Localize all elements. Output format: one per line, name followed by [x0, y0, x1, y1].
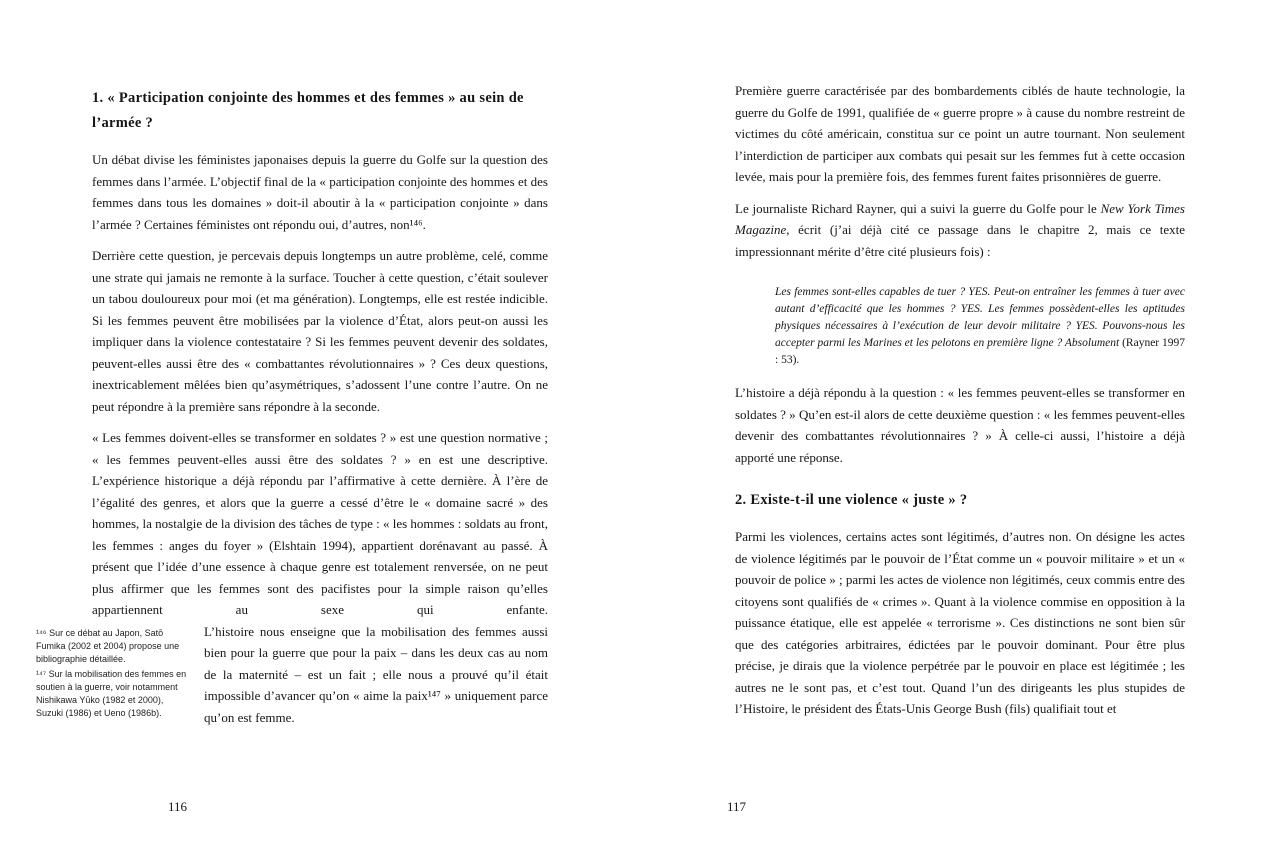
page-right: [640, 0, 1280, 865]
section-2-heading: 2. Existe-t-il une violence « juste » ?: [735, 492, 968, 508]
left-paragraph-1: Un débat divise les féministes japonaises depuis la guerre du Golfe sur la question des femmes dans l’armée. L’objectif final de la « participation conjointe des hommes et des femmes dans tous les domaines » doit-il aboutir à la « participation conjointe » dans l’armée ? Certaines féministes ont répondu oui, d’autres, non¹⁴⁶.: [92, 152, 548, 232]
right-paragraph-1: Première guerre caractérisée par des bombardements ciblés de haute technologie, la guerre du Golfe de 1991, qualifiée de « guerre propre » à cause du nombre restreint de victimes du côté américain, constitua sur ce point un autre tournant. Non seulement l’interdiction de participer aux combats qui pesait sur les femmes fut à cette occasion levée, mais pour la première fois, des femmes furent faites prisonnières de guerre.: [735, 83, 1185, 184]
footnote-and-text-row: [36, 621, 548, 729]
left-paragraph-3: « Les femmes doivent-elles se transformer en soldates ? » est une question normative ; « les femmes peuvent-elles aussi être des soldates ? » en est une descriptive. L’expérience historique a déjà répondu par l’affirmative à cette dernière. À l’ère de l’égalité des genres, et alors que la guerre a cessé d’être le « domaine sacré » des hommes, la nostalgie de la division des tâches de type : « les hommes : soldats au front, les femmes : anges du foyer » (Elshtain 1994), appartient dorénavant au passé. À présent que l’idée d’une essence à chaque genre est totalement renversée, on ne peut plus affirmer que les femmes sont des pacifistes pour la simple raison qu’elles appartiennent au sexe qui enfante.: [92, 430, 548, 617]
margin-footnotes: [36, 621, 188, 729]
left-paragraph-2: Derrière cette question, je percevais depuis longtemps un autre problème, celé, comme une strate qui jamais ne remonte à la surface. Toucher à cette question, c’était soulever un tabou douloureux pour moi (et ma génération). Longtemps, elle est restée indicible. Si les femmes peuvent être mobilisées par la violence d’État, alors peut-on aussi les impliquer dans la violence contestataire ? Si les femmes peuvent devenir des soldates, peuvent-elles aussi être des « combattantes révolutionnaires » ? Ces deux questions, inextricablement mêlées bien qu’asymétriques, s’adossent l’une contre l’autre. On ne peut répondre à la première sans répondre à la seconde.: [92, 248, 548, 414]
magazine-title: New York Times Magazine: [735, 200, 1185, 237]
footnote-146: ¹⁴⁶ Sur ce débat au Japon, Satō Fumika (2002 et 2004) propose une bibliographie détaillée.: [36, 627, 180, 664]
paragraph-text-before: Le journaliste Richard Rayner, qui a suivi la guerre du Golfe pour le: [735, 200, 1101, 216]
page-number-left: 116: [168, 799, 188, 814]
right-paragraph-2: [735, 198, 1185, 263]
right-paragraph-3: L’histoire a déjà répondu à la question : « les femmes peuvent-elles se transformer en soldates ? » Qu’en est-il alors de cette deuxième question : « les femmes peuvent-elles devenir des combattantes révolutionnaires ? » À celle-ci aussi, l’histoire a déjà apporté une réponse.: [735, 385, 1185, 465]
section-1-heading: 1. « Participation conjointe des hommes et des femmes » au sein de l’armée ?: [92, 90, 524, 131]
rayner-quotation: [775, 284, 1185, 369]
right-paragraph-4: Parmi les violences, certains actes sont légitimés, d’autres non. On désigne les actes de violence légitimés par le pouvoir de l’État comme un « pouvoir militaire » et un « pouvoir de police » ; parmi les actes de violence non légitimés, ceux commis entre des citoyens sont qualifiés de « crimes ». Quant à la violence commise en opposition à la puissance étatique, elle est appelée « terrorisme ». Ces distinctions ne sont bien sûr que des catégories arbitraires, édictées par le pouvoir dominant. Pour être plus précise, je dirais que la violence perpétrée par le pouvoir en place est légitimée ; les autres ne le sont pas, et c’est tout. Quand l’un des dirigeants les plus stupides de l’Histoire, le président des États-Unis George Bush (fils) qualifiait tout et: [735, 529, 1185, 716]
footnote-147: ¹⁴⁷ Sur la mobilisation des femmes en soutien à la guerre, voir notamment Nishikawa Yūko (1982 et 2000), Suzuki (1986) et Ueno (1986b).: [36, 668, 187, 718]
paragraph-text-after: , écrit (j’ai déjà cité ce passage dans le chapitre 2, mais ce texte impressionnant mérite d’être cité plusieurs fois) :: [735, 222, 1185, 259]
page-number-right: 117: [727, 799, 747, 814]
quote-citation: (Rayner 1997 : 53).: [775, 337, 1186, 366]
quote-text: Les femmes sont-elles capables de tuer ? YES. Peut-on entraîner les femmes à tuer avec autant d’efficacité que les hommes ? YES. Les femmes possèdent-elles les aptitudes physiques nécessaires à l’exécution de leur devoir militaire ? YES. Pouvons-nous les accepter parmi les Marines et les pelotons en première ligne ? Absolument: [775, 286, 1185, 349]
left-paragraph-3-continuation: L’histoire nous enseigne que la mobilisation des femmes aussi bien pour la guerre que pour la paix – dans les deux cas au nom de la maternité – est un fait ; elle nous a prouvé qu’il était impossible d’avancer qu’on « aime la paix¹⁴⁷ » uniquement parce qu’on est femme.: [204, 623, 548, 725]
